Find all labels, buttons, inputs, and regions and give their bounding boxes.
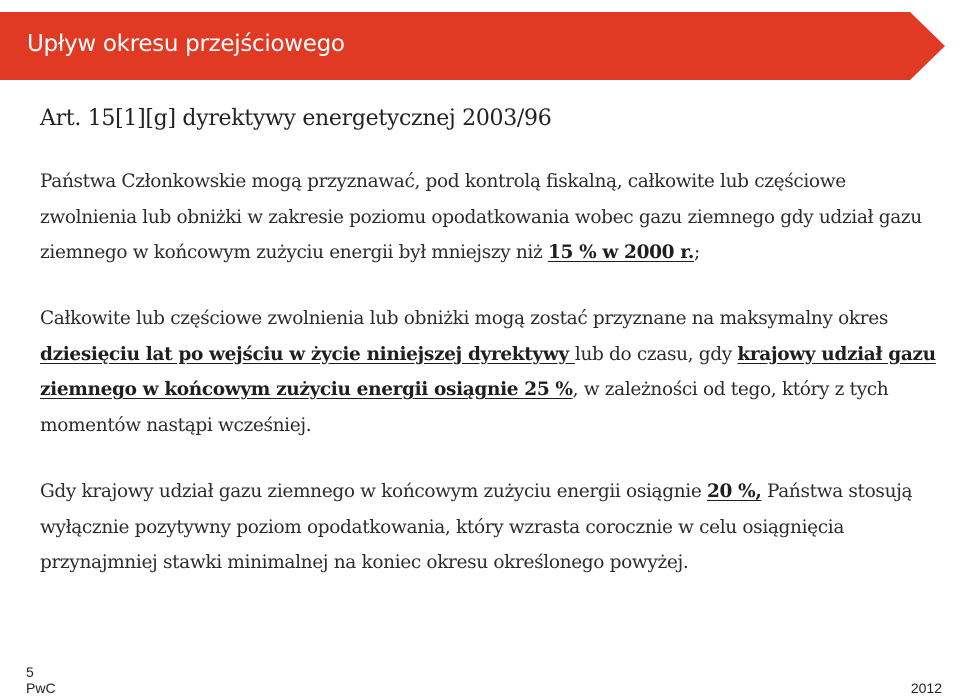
slide-title: Upływ okresu przejściowego <box>27 31 345 57</box>
brand-name: PwC <box>26 680 56 696</box>
paragraph-positive-taxation <box>40 474 945 581</box>
paragraph-text: Całkowite lub częściowe zwolnienia lub obniżki mogą zostać przyznane na maksymalny okres <box>40 308 888 329</box>
paragraph-maximum-period <box>40 301 945 443</box>
paragraph-text: , w zależności od tego, który z tych momentów nastąpi wcześniej. <box>40 379 889 436</box>
emphasis-threshold-2000: 15 % w 2000 r. <box>547 242 695 263</box>
paragraph-text: lub do czasu, gdy <box>574 343 738 365</box>
page-number: 5 <box>26 664 34 680</box>
emphasis-ten-years: dziesięciu lat po wejściu w życie niniejszej dyrektywy <box>40 343 575 365</box>
paragraph-exemption-conditions <box>40 164 945 271</box>
paragraph-text: ; <box>694 242 700 263</box>
paragraph-text: Państwa Członkowskie mogą przyznawać, pod kontrolą fiskalną, całkowite lub częściowe zwolnienia lub obniżki w zakresie poziomu opodatkowania wobec gazu ziemnego gdy udział gazu ziemnego w końcowym zużyciu energii był mniejszy niż <box>40 171 922 263</box>
footer-year: 2012 <box>910 680 942 696</box>
article-heading: Art. 15[1][g] dyrektywy energetycznej 2003/96 <box>40 106 552 131</box>
paragraph-text: Państwa stosują wyłącznie pozytywny poziom opodatkowania, który wzrasta corocznie w celu osiągnięcia przynajmniej stawki minimalnej na koniec okresu określonego powyżej. <box>40 481 913 573</box>
emphasis-25-percent: krajowy udział gazu ziemnego w końcowym zużyciu energii osiągnie 25 % <box>40 343 936 400</box>
paragraph-text: Gdy krajowy udział gazu ziemnego w końcowym zużyciu energii osiągnie <box>40 481 707 502</box>
emphasis-20-percent: 20 %, <box>706 481 762 502</box>
